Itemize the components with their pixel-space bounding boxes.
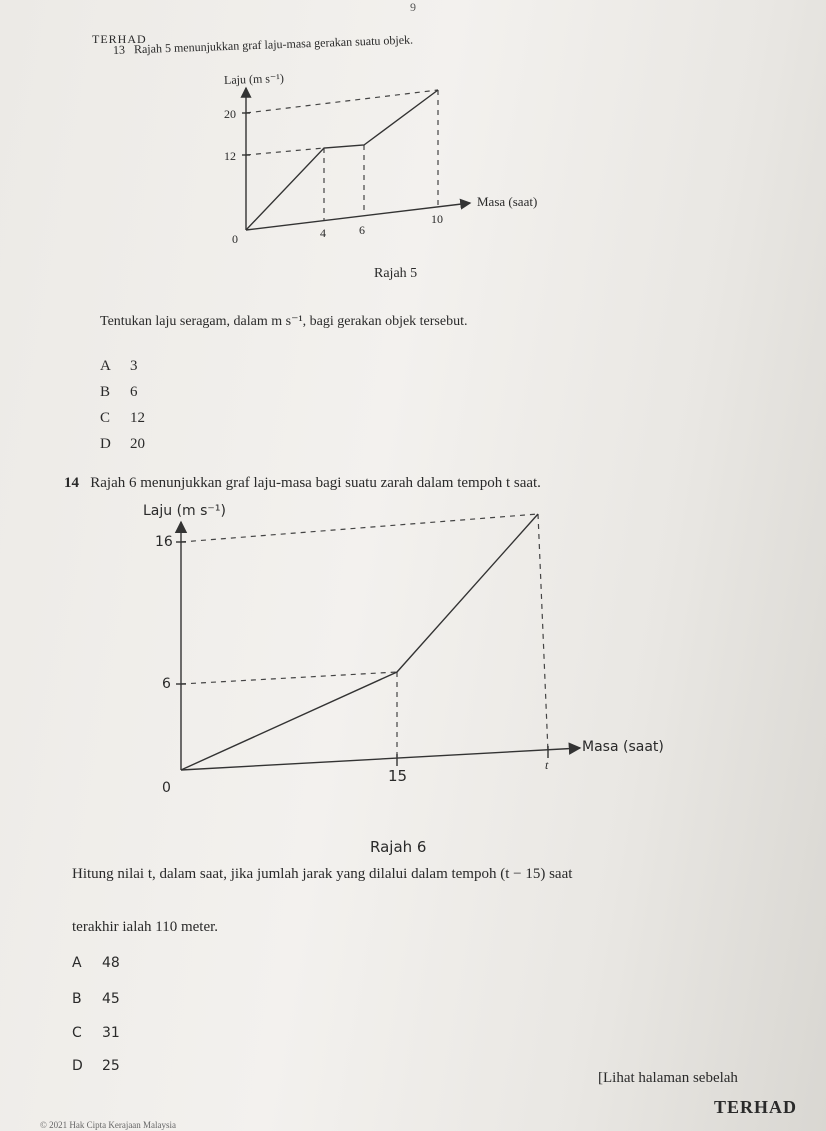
option-letter: A — [100, 358, 111, 374]
q13-number: 13 — [112, 42, 126, 57]
q13-caption: Rajah 5 — [374, 266, 418, 281]
q14-x-axis — [181, 748, 580, 770]
q14-ytick-label-6: 6 — [162, 676, 171, 692]
option-text: 12 — [130, 410, 145, 426]
option-letter: D — [72, 1058, 83, 1074]
option-letter: C — [72, 1025, 82, 1041]
q13-y-label: Laju (m s⁻¹) — [223, 70, 285, 88]
page-mark: 9 — [410, 0, 416, 14]
option-letter: B — [100, 384, 111, 400]
q14-question-line1: Hitung nilai t, dalam saat, jika jumlah jarak yang dilalui dalam tempoh (t − 15) saat — [72, 866, 573, 882]
copyright: © 2021 Hak Cipta Kerajaan Malaysia — [40, 1120, 177, 1130]
q14-guide-16 — [181, 514, 538, 542]
q14-stem: Rajah 6 menunjukkan graf laju-masa bagi suatu zarah dalam tempoh t saat. — [90, 475, 541, 491]
q14-origin: 0 — [162, 780, 171, 796]
q14-speed-line — [181, 514, 538, 770]
q14-option-c[interactable] — [72, 1025, 120, 1041]
option-letter: A — [72, 955, 82, 971]
q14-y-label: Laju (m s⁻¹) — [143, 503, 226, 519]
q14-ytick-label-16: 16 — [155, 534, 173, 550]
option-text: 48 — [102, 955, 120, 971]
option-text: 25 — [102, 1058, 120, 1074]
q13-ytick-label-20: 20 — [224, 107, 236, 121]
option-text: 45 — [102, 991, 120, 1007]
q14-caption: Rajah 6 — [370, 838, 427, 856]
option-letter: D — [100, 436, 111, 452]
q14-x-label: Masa (saat) — [582, 739, 664, 755]
q14-option-d[interactable] — [72, 1058, 120, 1074]
q13-xtick-label-4: 4 — [320, 226, 326, 240]
q14-guide-xt — [538, 514, 548, 752]
q14-option-b[interactable] — [72, 991, 120, 1007]
option-letter: C — [100, 410, 111, 426]
q13-question: Tentukan laju seragam, dalam m s⁻¹, bagi gerakan objek tersebut. — [100, 314, 468, 329]
q14-question-line2: terakhir ialah 110 meter. — [72, 919, 219, 935]
q14-guide-6 — [181, 672, 397, 684]
option-text: 31 — [102, 1025, 120, 1041]
q13-ytick-label-12: 12 — [224, 149, 236, 163]
q14-option-a[interactable] — [72, 955, 120, 971]
q13-stem: Rajah 5 menunjukkan graf laju-masa gerakan suatu objek. — [133, 32, 414, 57]
footer-label: TERHAD — [714, 1097, 798, 1117]
option-letter: B — [72, 991, 82, 1007]
q14-xtick-label-t: t — [545, 758, 549, 772]
q13-x-label: Masa (saat) — [477, 194, 538, 209]
q14-number: 14 — [64, 475, 79, 491]
q14-xtick-label-15: 15 — [388, 767, 408, 785]
q13-xtick-label-6: 6 — [359, 223, 365, 237]
option-text: 3 — [130, 358, 138, 374]
header-label: TERHAD — [92, 32, 147, 46]
q13-origin: 0 — [232, 232, 238, 246]
option-text: 6 — [130, 384, 138, 400]
q13-xtick-label-10: 10 — [431, 212, 443, 226]
option-text: 20 — [130, 436, 145, 452]
next-page-note: [Lihat halaman sebelah — [598, 1070, 738, 1086]
